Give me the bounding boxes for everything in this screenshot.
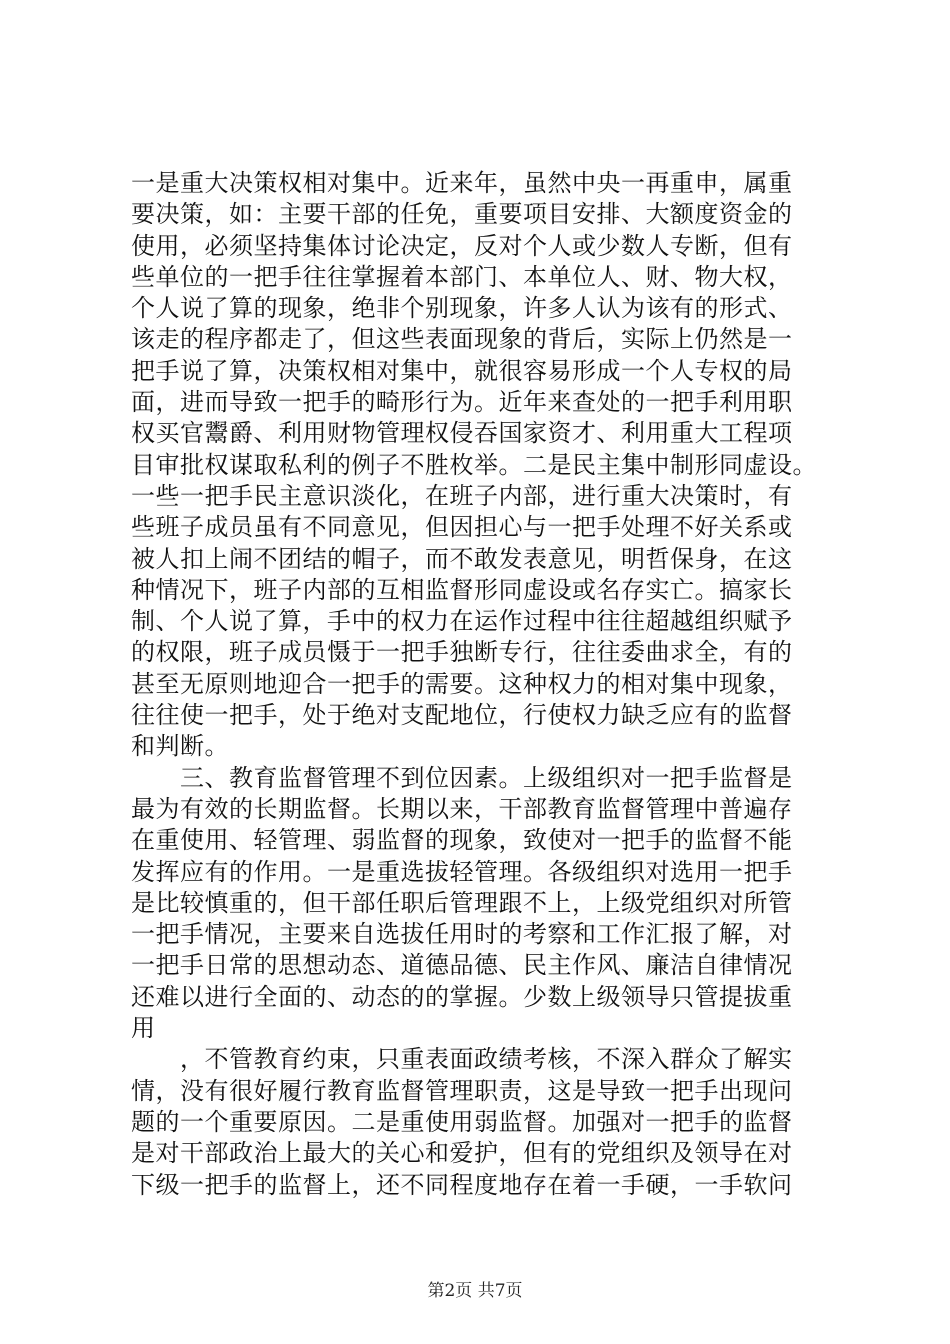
text-line: 被人扣上闹不团结的帽子，而不敢发表意见，明哲保身，在这 xyxy=(131,544,793,573)
text-line: 种情况下，班子内部的互相监督形同虚设或名存实亡。搞家长 xyxy=(131,575,793,604)
text-line: 是对干部政治上最大的关心和爱护，但有的党组织及领导在对 xyxy=(131,1139,793,1168)
text-line: 在重使用、轻管理、弱监督的现象，致使对一把手的监督不能 xyxy=(131,826,793,855)
text-line: 最为有效的长期监督。长期以来，干部教育监督管理中普遍存 xyxy=(131,794,793,823)
text-line: 要决策，如：主要干部的任免，重要项目安排、大额度资金的 xyxy=(131,200,793,229)
text-line: 权买官鬻爵、利用财物管理权侵吞国家资才、利用重大工程项 xyxy=(131,419,793,448)
text-line: 些单位的一把手往往掌握着本部门、本单位人、财、物大权， xyxy=(131,262,793,291)
text-line: 使用，必须坚持集体讨论决定，反对个人或少数人专断，但有 xyxy=(131,231,793,260)
text-line: 三、教育监督管理不到位因素。上级组织对一把手监督是 xyxy=(131,763,793,792)
text-line: 面，进而导致一把手的畸形行为。近年来查处的一把手利用职 xyxy=(131,388,793,417)
text-line: 发挥应有的作用。一是重选拔轻管理。各级组织对选用一把手 xyxy=(131,857,793,886)
text-line: 一把手日常的思想动态、道德品德、民主作风、廉洁自律情况 xyxy=(131,951,793,980)
text-line: 个人说了算的现象，绝非个别现象，许多人认为该有的形式、 xyxy=(131,294,793,323)
text-line: 该走的程序都走了，但这些表面现象的背后，实际上仍然是一 xyxy=(131,325,793,354)
text-line: 还难以进行全面的、动态的的掌握。少数上级领导只管提拔重 xyxy=(131,982,793,1011)
text-line: 目审批权谋取私利的例子不胜枚举。二是民主集中制形同虚设。 xyxy=(131,450,817,479)
text-line: 一把手情况，主要来自选拔任用时的考察和工作汇报了解，对 xyxy=(131,920,793,949)
page-number-footer: 第2页 共7页 xyxy=(427,1281,523,1301)
text-line: 是比较慎重的，但干部任职后管理跟不上，上级党组织对所管 xyxy=(131,888,793,917)
text-line: 制、个人说了算，手中的权力在运作过程中往往超越组织赋予 xyxy=(131,607,793,636)
text-line: 下级一把手的监督上，还不同程度地存在着一手硬，一手软问 xyxy=(131,1170,793,1199)
text-line: 的权限，班子成员慑于一把手独断专行，往往委曲求全，有的 xyxy=(131,638,793,667)
text-line: 和判断。 xyxy=(131,732,229,761)
text-line: 些班子成员虽有不同意见，但因担心与一把手处理不好关系或 xyxy=(131,513,793,542)
text-line: 情，没有很好履行教育监督管理职责，这是导致一把手出现问 xyxy=(131,1076,793,1105)
text-line: 用 xyxy=(131,1014,156,1043)
body-text xyxy=(131,168,831,1201)
text-line: 一些一把手民主意识淡化，在班子内部，进行重大决策时，有 xyxy=(131,481,793,510)
text-line: 题的一个重要原因。二是重使用弱监督。加强对一把手的监督 xyxy=(131,1107,793,1136)
text-line: 甚至无原则地迎合一把手的需要。这种权力的相对集中现象， xyxy=(131,669,793,698)
text-line: 往往使一把手，处于绝对支配地位，行使权力缺乏应有的监督 xyxy=(131,701,793,730)
text-line: ，不管教育约束，只重表面政绩考核，不深入群众了解实 xyxy=(131,1045,793,1074)
text-line: 把手说了算，决策权相对集中，就很容易形成一个人专权的局 xyxy=(131,356,793,385)
text-line: 一是重大决策权相对集中。近来年，虽然中央一再重申，属重 xyxy=(131,169,793,197)
